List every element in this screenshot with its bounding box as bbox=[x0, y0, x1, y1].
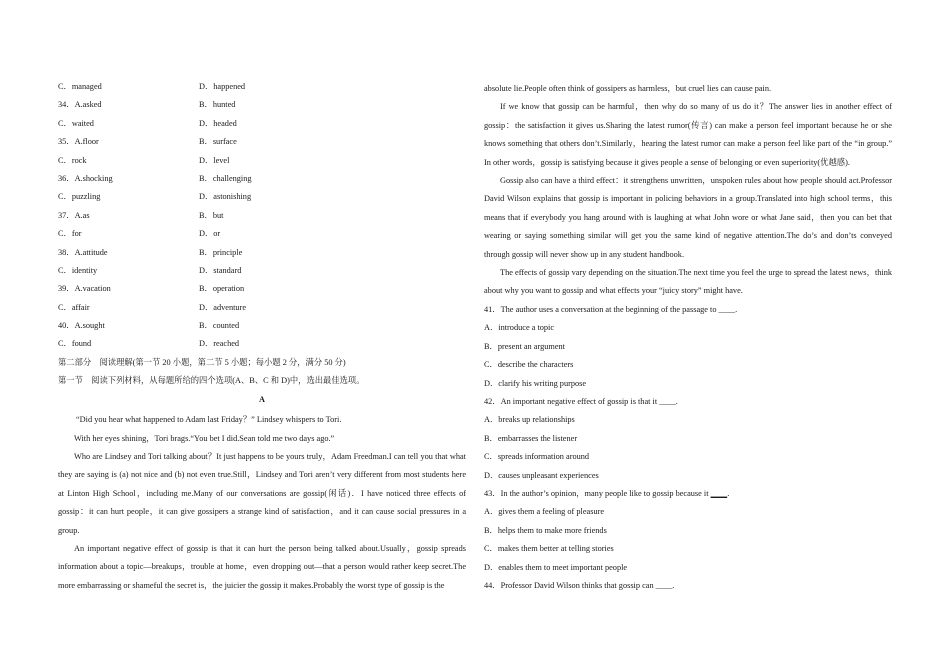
q43-period: . bbox=[727, 488, 730, 498]
option-a: 34．A.asked bbox=[58, 100, 102, 110]
option-a: 40．A.sought bbox=[58, 321, 105, 331]
q41-option: D．clarify his writing purpose bbox=[484, 378, 587, 388]
option-row bbox=[58, 264, 466, 282]
option-a: 36．A.shocking bbox=[58, 173, 113, 183]
option-a: 38．A.attitude bbox=[58, 247, 108, 257]
option-b: B．principle bbox=[199, 247, 243, 257]
option-row bbox=[58, 282, 466, 300]
passage-paragraph: Gossip also can have a third effect：it strengthens unwritten，unspoken rules about how people should act.Professor David Wilson explains that gossip is important in policing behaviors in a group.Translated into high school terms，this means that if everybody you hang around with is laughing at what John wore or what Jane said，then you can bet that wearing or saying something similar will get you the same kind of negative attention.The do’s and don’ts conveyed through gossip will never show up in any student handbook. bbox=[484, 176, 892, 259]
section-1-instructions: 第一节 阅读下列材料，从每题所给的四个选项(A、B、C 和 D)中，选出最佳选项。 bbox=[58, 376, 365, 386]
option-a: C．identity bbox=[58, 265, 98, 275]
option-row bbox=[58, 209, 466, 227]
option-a: 35．A.floor bbox=[58, 137, 99, 147]
q43-blank: ____ bbox=[710, 488, 728, 498]
option-b: B．surface bbox=[199, 137, 237, 147]
option-row bbox=[58, 117, 466, 135]
option-row bbox=[58, 246, 466, 264]
option-row bbox=[58, 98, 466, 116]
option-row bbox=[58, 227, 466, 245]
passage-continued bbox=[484, 80, 892, 595]
option-row bbox=[58, 301, 466, 319]
q42-option: D．causes unpleasant experiences bbox=[484, 470, 599, 480]
q42-option: B．embarrasses the listener bbox=[484, 433, 578, 443]
option-a: 37．A.as bbox=[58, 210, 90, 220]
q42-option: C．spreads information around bbox=[484, 452, 590, 462]
question-43 bbox=[484, 485, 892, 503]
option-b: D．happened bbox=[199, 82, 246, 91]
q43-option: A．gives them a feeling of pleasure bbox=[484, 507, 605, 517]
option-a: C．puzzling bbox=[58, 192, 101, 202]
option-row bbox=[58, 154, 466, 172]
passage-paragraph: “Did you hear what happened to Adam last Friday？” Lindsey whispers to Tori. bbox=[76, 415, 342, 425]
option-b: D．astonishing bbox=[199, 192, 252, 202]
option-b: B．challenging bbox=[199, 173, 252, 183]
option-a: C．rock bbox=[58, 155, 87, 165]
q41-option: B．present an argument bbox=[484, 341, 565, 351]
q43-option: B．helps them to make more friends bbox=[484, 525, 607, 535]
option-b: B．hunted bbox=[199, 100, 236, 110]
option-row bbox=[58, 135, 466, 153]
option-b: B．but bbox=[199, 210, 224, 220]
option-row bbox=[58, 319, 466, 337]
option-b: D．level bbox=[199, 155, 230, 165]
option-a: C．waited bbox=[58, 118, 94, 128]
passage-paragraph: Who are Lindsey and Tori talking about？It just happens to be yours truly，Adam Freedman.I can tell you that what they are saying is (a) not nice and (b) not even true.Still，Lindsey and Tori aren’t very different from most students here at Linton High School，including me.Many of our conversations are gossip(闲话)．I have noticed three effects of gossip：it can hurt people，it can give gossipers a strange kind of satisfaction，and it can cause social pressures in a group. bbox=[58, 451, 466, 535]
cloze-options bbox=[58, 80, 466, 356]
section-part2-heading: 第二部分 阅读理解(第一节 20 小题，第二节 5 小题；每小题 2 分，满分 50 分) bbox=[58, 358, 346, 367]
q43-stem: 43．In the author’s opinion，many people like to gossip because it bbox=[484, 488, 711, 498]
q43-option: C．makes them better at telling stories bbox=[484, 544, 614, 554]
passage-paragraph: The effects of gossip vary depending on the situation.The next time you feel the urge to spread the latest news，think about why you want to gossip and what effects your “juicy story” might have. bbox=[484, 268, 892, 296]
passage-paragraph: With her eyes shining，Tori brags.“You bet I did.Sean told me two days ago.” bbox=[74, 433, 335, 443]
question-42: 42．An important negative effect of gossip is that it ____. bbox=[484, 396, 678, 406]
passage-label: A bbox=[259, 394, 265, 404]
passage-paragraph: An important negative effect of gossip is that it can hurt the person being talked about.Usually，gossip spreads information about a topic—breakups，trouble at home，even dropping out—that a person would rather keep secret.The more embarrassing or shameful the secret is，the juicier the gossip it makes.Probably the worst type of gossip is the bbox=[58, 544, 466, 590]
option-b: B．counted bbox=[199, 321, 240, 331]
passage-paragraph: absolute lie.People often think of gossipers as harmless，but cruel lies can cause pain. bbox=[484, 84, 772, 93]
option-row bbox=[58, 80, 466, 98]
reading-section bbox=[58, 356, 466, 595]
q42-option: A．breaks up relationships bbox=[484, 415, 575, 425]
option-a: C．affair bbox=[58, 302, 90, 312]
question-41: 41．The author uses a conversation at the beginning of the passage to ____. bbox=[484, 304, 738, 314]
question-44: 44．Professor David Wilson thinks that gossip can ____. bbox=[484, 580, 675, 590]
option-row bbox=[58, 337, 466, 355]
option-a: 39．A.vacation bbox=[58, 284, 111, 294]
option-b: B．operation bbox=[199, 284, 245, 294]
passage-paragraph: If we know that gossip can be harmful，then why do so many of us do it？The answer lies in another effect of gossip：the satisfaction it gives us.Sharing the latest rumor(传言) can make a person feel important because he or she knows something that others don’t.Similarly，hearing the latest rumor can make a person feel like part of the “in group.” In other words，gossip is satisfying because it gives people a sense of belonging or even superiority(优越感). bbox=[484, 102, 892, 167]
option-b: D．standard bbox=[199, 265, 242, 275]
q43-option: D．enables them to meet important people bbox=[484, 562, 628, 572]
option-a: C．found bbox=[58, 339, 92, 349]
option-b: D．reached bbox=[199, 339, 240, 349]
option-b: D．adventure bbox=[199, 302, 246, 312]
option-a: C．managed bbox=[58, 82, 102, 91]
option-row bbox=[58, 172, 466, 190]
option-b: D．or bbox=[199, 229, 221, 239]
q41-option: C．describe the characters bbox=[484, 360, 574, 370]
option-b: D．headed bbox=[199, 118, 237, 128]
option-a: C．for bbox=[58, 229, 82, 239]
q41-option: A．introduce a topic bbox=[484, 323, 555, 333]
option-row bbox=[58, 190, 466, 208]
